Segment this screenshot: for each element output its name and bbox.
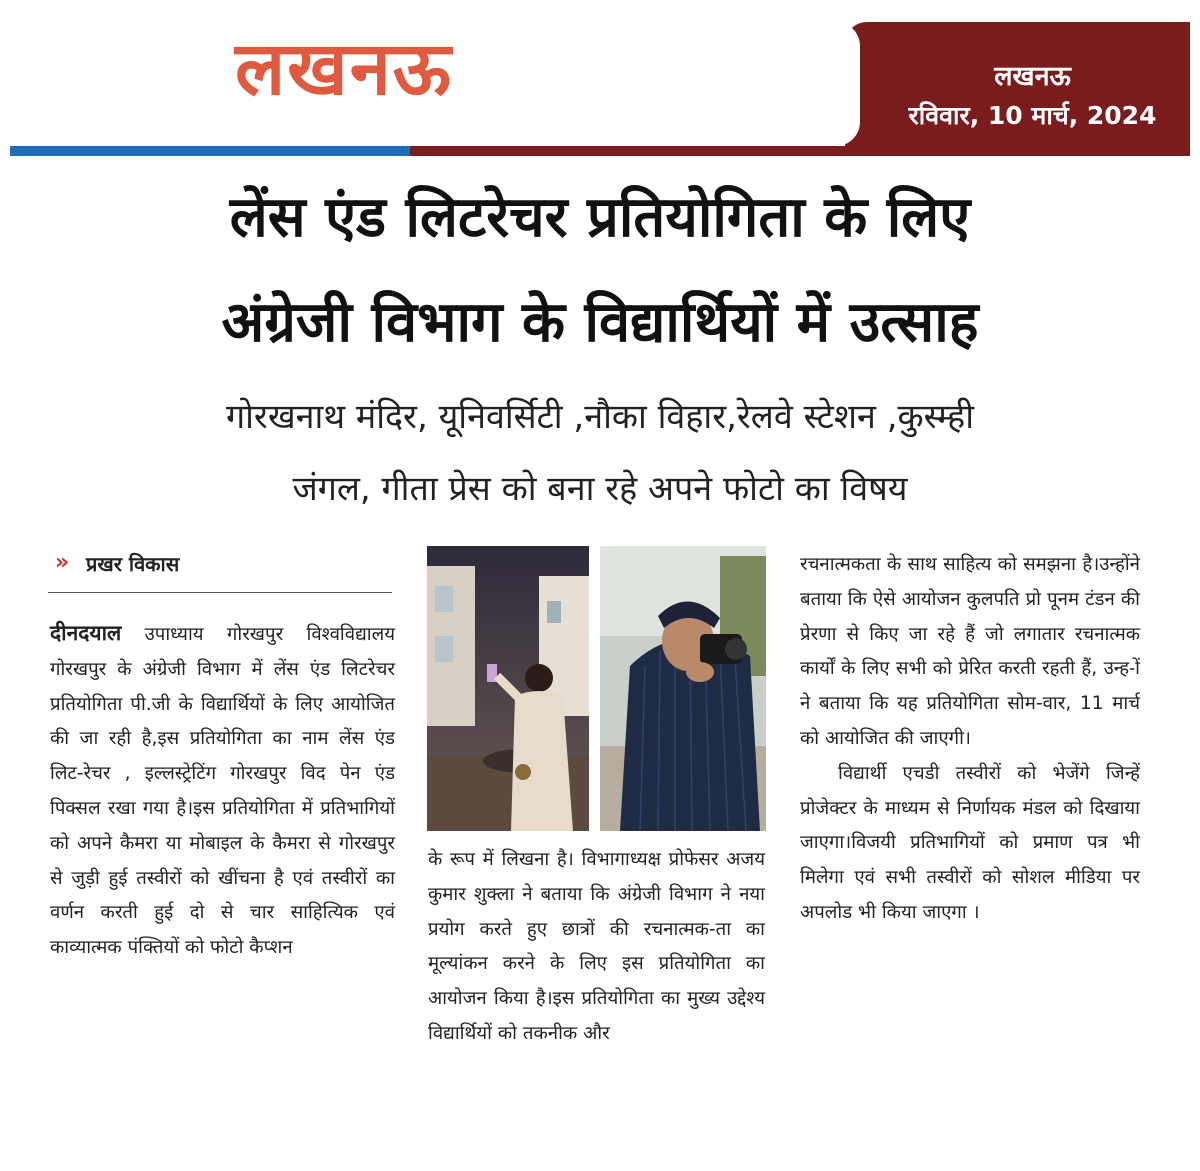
article-column-left xyxy=(50,616,395,966)
byline-marker: » xyxy=(55,550,70,575)
photo-man-with-camera xyxy=(600,546,766,831)
article-middle-text: के रूप में लिखना है। विभागाध्यक्ष प्रोफेसर अजय कुमार शुक्ला ने बताया कि अंग्रेजी विभाग ने नया प्रयोग करते हुए छात्रों की रचनात्मक-ता का मूल्यांकन करने के लिए इस प्रतियोगिता का आयोजन किया है।इस प्रतियोगिता का मुख्य उद्देश्य विद्यार्थियों को तकनीक और xyxy=(428,849,765,1044)
city-banner: लखनऊ xyxy=(235,26,453,112)
masthead-rule-blue xyxy=(10,146,410,156)
article-right-paragraph-1: रचनात्मकता के साथ साहित्य को समझना है।उन्होंने बताया कि ऐसे आयोजन कुलपति प्रो पूनम टंडन की प्रेरणा से किए जा रहे हैं जो लगातार रचनात्मक कार्यों के लिए सभी को प्रेरित करती रहती हैं, उन्ह-ोंने बताया कि यह प्रतियोगिता सोम-वार, 11 मार्च को आयोजित की जाएगी। xyxy=(800,554,1140,749)
edition-city: लखनऊ xyxy=(994,61,1071,92)
article-column-right xyxy=(800,548,1140,931)
article-lead-word: दीनदयाल xyxy=(50,621,122,645)
headline-line-1: लेंस एंड लिटरेचर प्रतियोगिता के लिए xyxy=(229,185,971,250)
article-left-text: उपाध्याय गोरखपुर विश्वविद्यालय गोरखपुर के अंग्रेजी विभाग में लेंस एंड लिटरेचर प्रतियोगिता पी.जी के विद्यार्थियों के लिए आयोजित की जा रही है,इस प्रतियोगिता का नाम लेंस एंड लिट-रेचर , इल्लस्ट्रेटिंग गोरखपुर विद पेन एंड पिक्सल रखा गया है।इस प्रतियोगिता में प्रतिभागियों को अपने कैमरा या मोबाइल के कैमरा से गोरखपुर से जुड़ी हुई तस्वीरों को खींचना है एवं तस्वीरों का वर्णन करती हुई दो से चार साहित्यिक एवं काव्यात्मक पंक्तियों को फोटो कैप्शन xyxy=(50,624,395,959)
byline-author: प्रखर विकास xyxy=(86,552,180,576)
subheadline-line-1: गोरखनाथ मंदिर, यूनिवर्सिटी ,नौका विहार,रेलवे स्टेशन ,कुस्म्ही xyxy=(225,397,975,437)
byline-divider xyxy=(48,592,392,593)
subheadline-line-2: जंगल, गीता प्रेस को बना रहे अपने फोटो का विषय xyxy=(292,469,908,509)
article-column-middle xyxy=(428,843,765,1052)
edition-date: रविवार, 10 मार्च, 2024 xyxy=(908,101,1157,130)
photo-girl-photographing-street xyxy=(427,546,589,831)
headline-line-2: अंग्रेजी विभाग के विद्यार्थियों में उत्साह xyxy=(221,290,979,355)
masthead-rule-red xyxy=(410,146,1190,156)
article-right-paragraph-2: विद्यार्थी एचडी तस्वीरों को भेजेंगे जिन्हें प्रोजेक्टर के माध्यम से निर्णायक मंडल को दिखाया जाएगा।विजयी प्रतिभागियों को प्रमाण पत्र भी मिलेगा एवं सभी तस्वीरों को सोशल मीडिया पर अपलोड भी किया जाएगा । xyxy=(800,762,1140,923)
